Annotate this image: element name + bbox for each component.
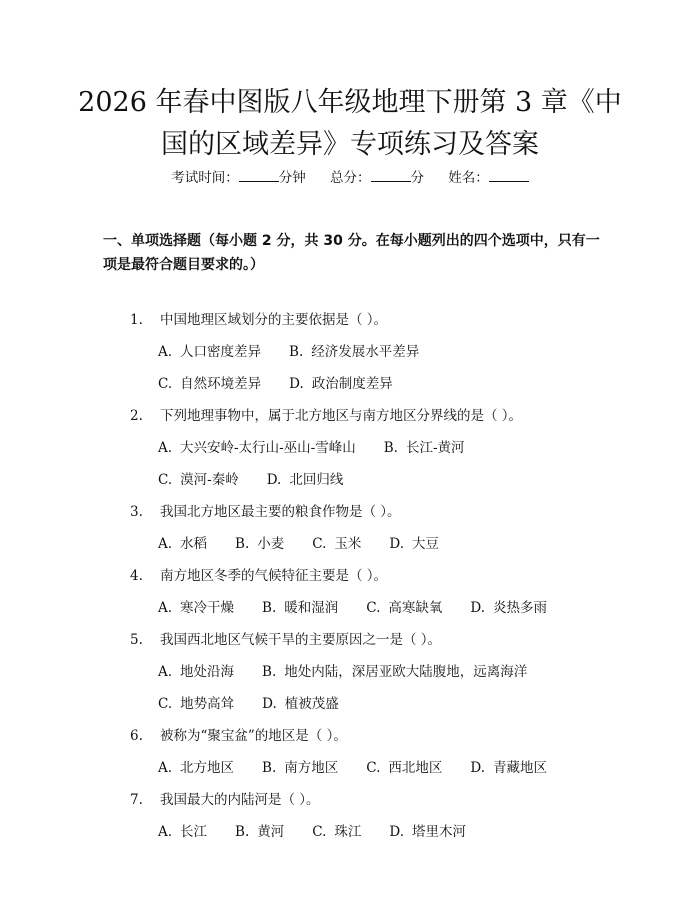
question-text: 我国最大的内陆河是（ ）。 — [160, 792, 320, 808]
option-letter: A. — [158, 600, 173, 616]
option-a — [158, 822, 207, 842]
option-letter: C. — [312, 824, 327, 840]
option-text: 漠河-秦岭 — [180, 472, 239, 488]
time-blank — [239, 169, 279, 182]
option-letter: C. — [366, 760, 381, 776]
option-text: 经济发展水平差异 — [311, 344, 420, 360]
question-text: 下列地理事物中，属于北方地区与南方地区分界线的是（ ）。 — [160, 408, 523, 424]
option-d — [289, 374, 393, 394]
question-number: 1. — [130, 312, 143, 328]
options-row — [158, 662, 555, 682]
option-d — [470, 598, 547, 618]
question-3 — [130, 502, 401, 522]
options-row — [158, 822, 494, 842]
option-letter: A. — [158, 536, 173, 552]
option-letter: B. — [262, 600, 277, 616]
section-heading: 一、单项选择题（每小题 2 分，共 30 分。在每小题列出的四个选项中，只有一项是最符合题目要求的。） — [103, 233, 600, 273]
option-letter: D. — [266, 472, 282, 488]
option-text: 西北地区 — [388, 760, 443, 776]
option-letter: A. — [158, 824, 173, 840]
option-text: 珠江 — [334, 824, 362, 840]
question-number: 5. — [130, 632, 143, 648]
option-c — [312, 534, 361, 554]
option-c — [366, 758, 442, 778]
option-text: 暖和湿润 — [284, 600, 339, 616]
score-unit: 分 — [410, 170, 424, 186]
question-text: 被称为“聚宝盆”的地区是（ ）。 — [160, 728, 347, 744]
option-letter: D. — [389, 824, 405, 840]
option-letter: C. — [158, 696, 173, 712]
option-text: 长江 — [180, 824, 208, 840]
question-number: 3. — [130, 504, 143, 520]
option-letter: A. — [158, 664, 173, 680]
option-text: 地势高耸 — [180, 696, 235, 712]
option-text: 黄河 — [257, 824, 285, 840]
option-text: 寒冷干燥 — [180, 600, 235, 616]
options-row — [158, 694, 367, 714]
option-d — [267, 470, 344, 490]
option-text: 小麦 — [257, 536, 285, 552]
option-text: 人口密度差异 — [180, 344, 262, 360]
option-a — [158, 342, 261, 362]
options-row — [158, 374, 421, 394]
option-b — [262, 758, 338, 778]
time-label: 考试时间： — [171, 170, 239, 186]
question-number: 2. — [130, 408, 143, 424]
options-row — [158, 534, 467, 554]
question-number: 7. — [130, 792, 143, 808]
option-d — [389, 534, 439, 554]
option-text: 玉米 — [334, 536, 362, 552]
options-row — [158, 438, 493, 458]
exam-name — [448, 170, 529, 186]
question-number: 6. — [130, 728, 143, 744]
option-c — [158, 694, 234, 714]
option-d — [262, 694, 339, 714]
option-d — [389, 822, 466, 842]
option-letter: B. — [383, 440, 398, 456]
question-7 — [130, 790, 320, 810]
option-a — [158, 662, 234, 682]
option-b — [384, 438, 465, 458]
option-letter: A. — [158, 344, 173, 360]
option-text: 高寒缺氧 — [388, 600, 443, 616]
option-letter: C. — [312, 536, 327, 552]
option-text: 塔里木河 — [412, 824, 467, 840]
option-c — [312, 822, 361, 842]
score-label: 总分： — [330, 170, 371, 186]
option-letter: D. — [262, 696, 277, 712]
option-d — [470, 758, 547, 778]
question-text: 南方地区冬季的气候特征主要是（ ）。 — [160, 568, 388, 584]
option-text: 北方地区 — [180, 760, 235, 776]
option-b — [289, 342, 419, 362]
score-blank — [371, 169, 411, 182]
options-row — [158, 598, 575, 618]
option-letter: B. — [289, 344, 304, 360]
question-text: 我国西北地区气候干旱的主要原因之一是（ ）。 — [160, 632, 442, 648]
option-text: 青藏地区 — [493, 760, 548, 776]
option-text: 北回归线 — [289, 472, 344, 488]
option-letter: A. — [158, 440, 173, 456]
question-4 — [130, 566, 387, 586]
question-5 — [130, 630, 441, 650]
option-text: 自然环境差异 — [180, 376, 262, 392]
option-text: 地处沿海 — [180, 664, 235, 680]
question-text: 中国地理区域划分的主要依据是（ ）。 — [160, 312, 388, 328]
options-row — [158, 758, 575, 778]
question-number: 4. — [130, 568, 143, 584]
option-text: 植被茂盛 — [284, 696, 339, 712]
name-label: 姓名： — [448, 170, 489, 186]
option-letter: B. — [235, 536, 250, 552]
option-text: 政治制度差异 — [311, 376, 393, 392]
option-letter: D. — [389, 536, 405, 552]
question-text: 我国北方地区最主要的粮食作物是（ ）。 — [160, 504, 401, 520]
options-row — [158, 342, 447, 362]
option-b — [262, 598, 338, 618]
option-text: 炎热多雨 — [493, 600, 548, 616]
exam-info — [0, 168, 700, 188]
name-blank — [489, 169, 529, 182]
option-letter: A. — [158, 760, 173, 776]
option-text: 地处内陆，深居亚欧大陆腹地，远离海洋 — [284, 664, 528, 680]
exam-score — [330, 170, 424, 186]
option-a — [158, 534, 207, 554]
option-letter: B. — [262, 664, 277, 680]
option-letter: D. — [289, 376, 304, 392]
option-c — [366, 598, 442, 618]
option-letter: C. — [158, 376, 173, 392]
time-unit: 分钟 — [278, 170, 306, 186]
option-a — [158, 598, 234, 618]
option-text: 大豆 — [412, 536, 440, 552]
options-row — [158, 470, 371, 490]
option-letter: D. — [470, 760, 486, 776]
option-letter: D. — [470, 600, 486, 616]
option-letter: C. — [366, 600, 381, 616]
option-a — [158, 758, 234, 778]
option-b — [262, 662, 527, 682]
option-a — [158, 438, 356, 458]
option-letter: B. — [235, 824, 250, 840]
option-b — [235, 534, 284, 554]
option-c — [158, 470, 239, 490]
question-2 — [130, 406, 522, 426]
option-text: 水稻 — [180, 536, 208, 552]
option-c — [158, 374, 261, 394]
question-6 — [130, 726, 347, 746]
option-b — [235, 822, 284, 842]
option-text: 长江-黄河 — [405, 440, 465, 456]
question-1 — [130, 310, 387, 330]
option-letter: C. — [158, 472, 173, 488]
exam-time — [171, 170, 306, 186]
option-text: 南方地区 — [284, 760, 339, 776]
option-text: 大兴安岭-太行山-巫山-雪峰山 — [180, 440, 356, 456]
page-title: 2026 年春中图版八年级地理下册第 3 章《中国的区域差异》专项练习及答案 — [78, 87, 622, 160]
option-letter: B. — [262, 760, 277, 776]
